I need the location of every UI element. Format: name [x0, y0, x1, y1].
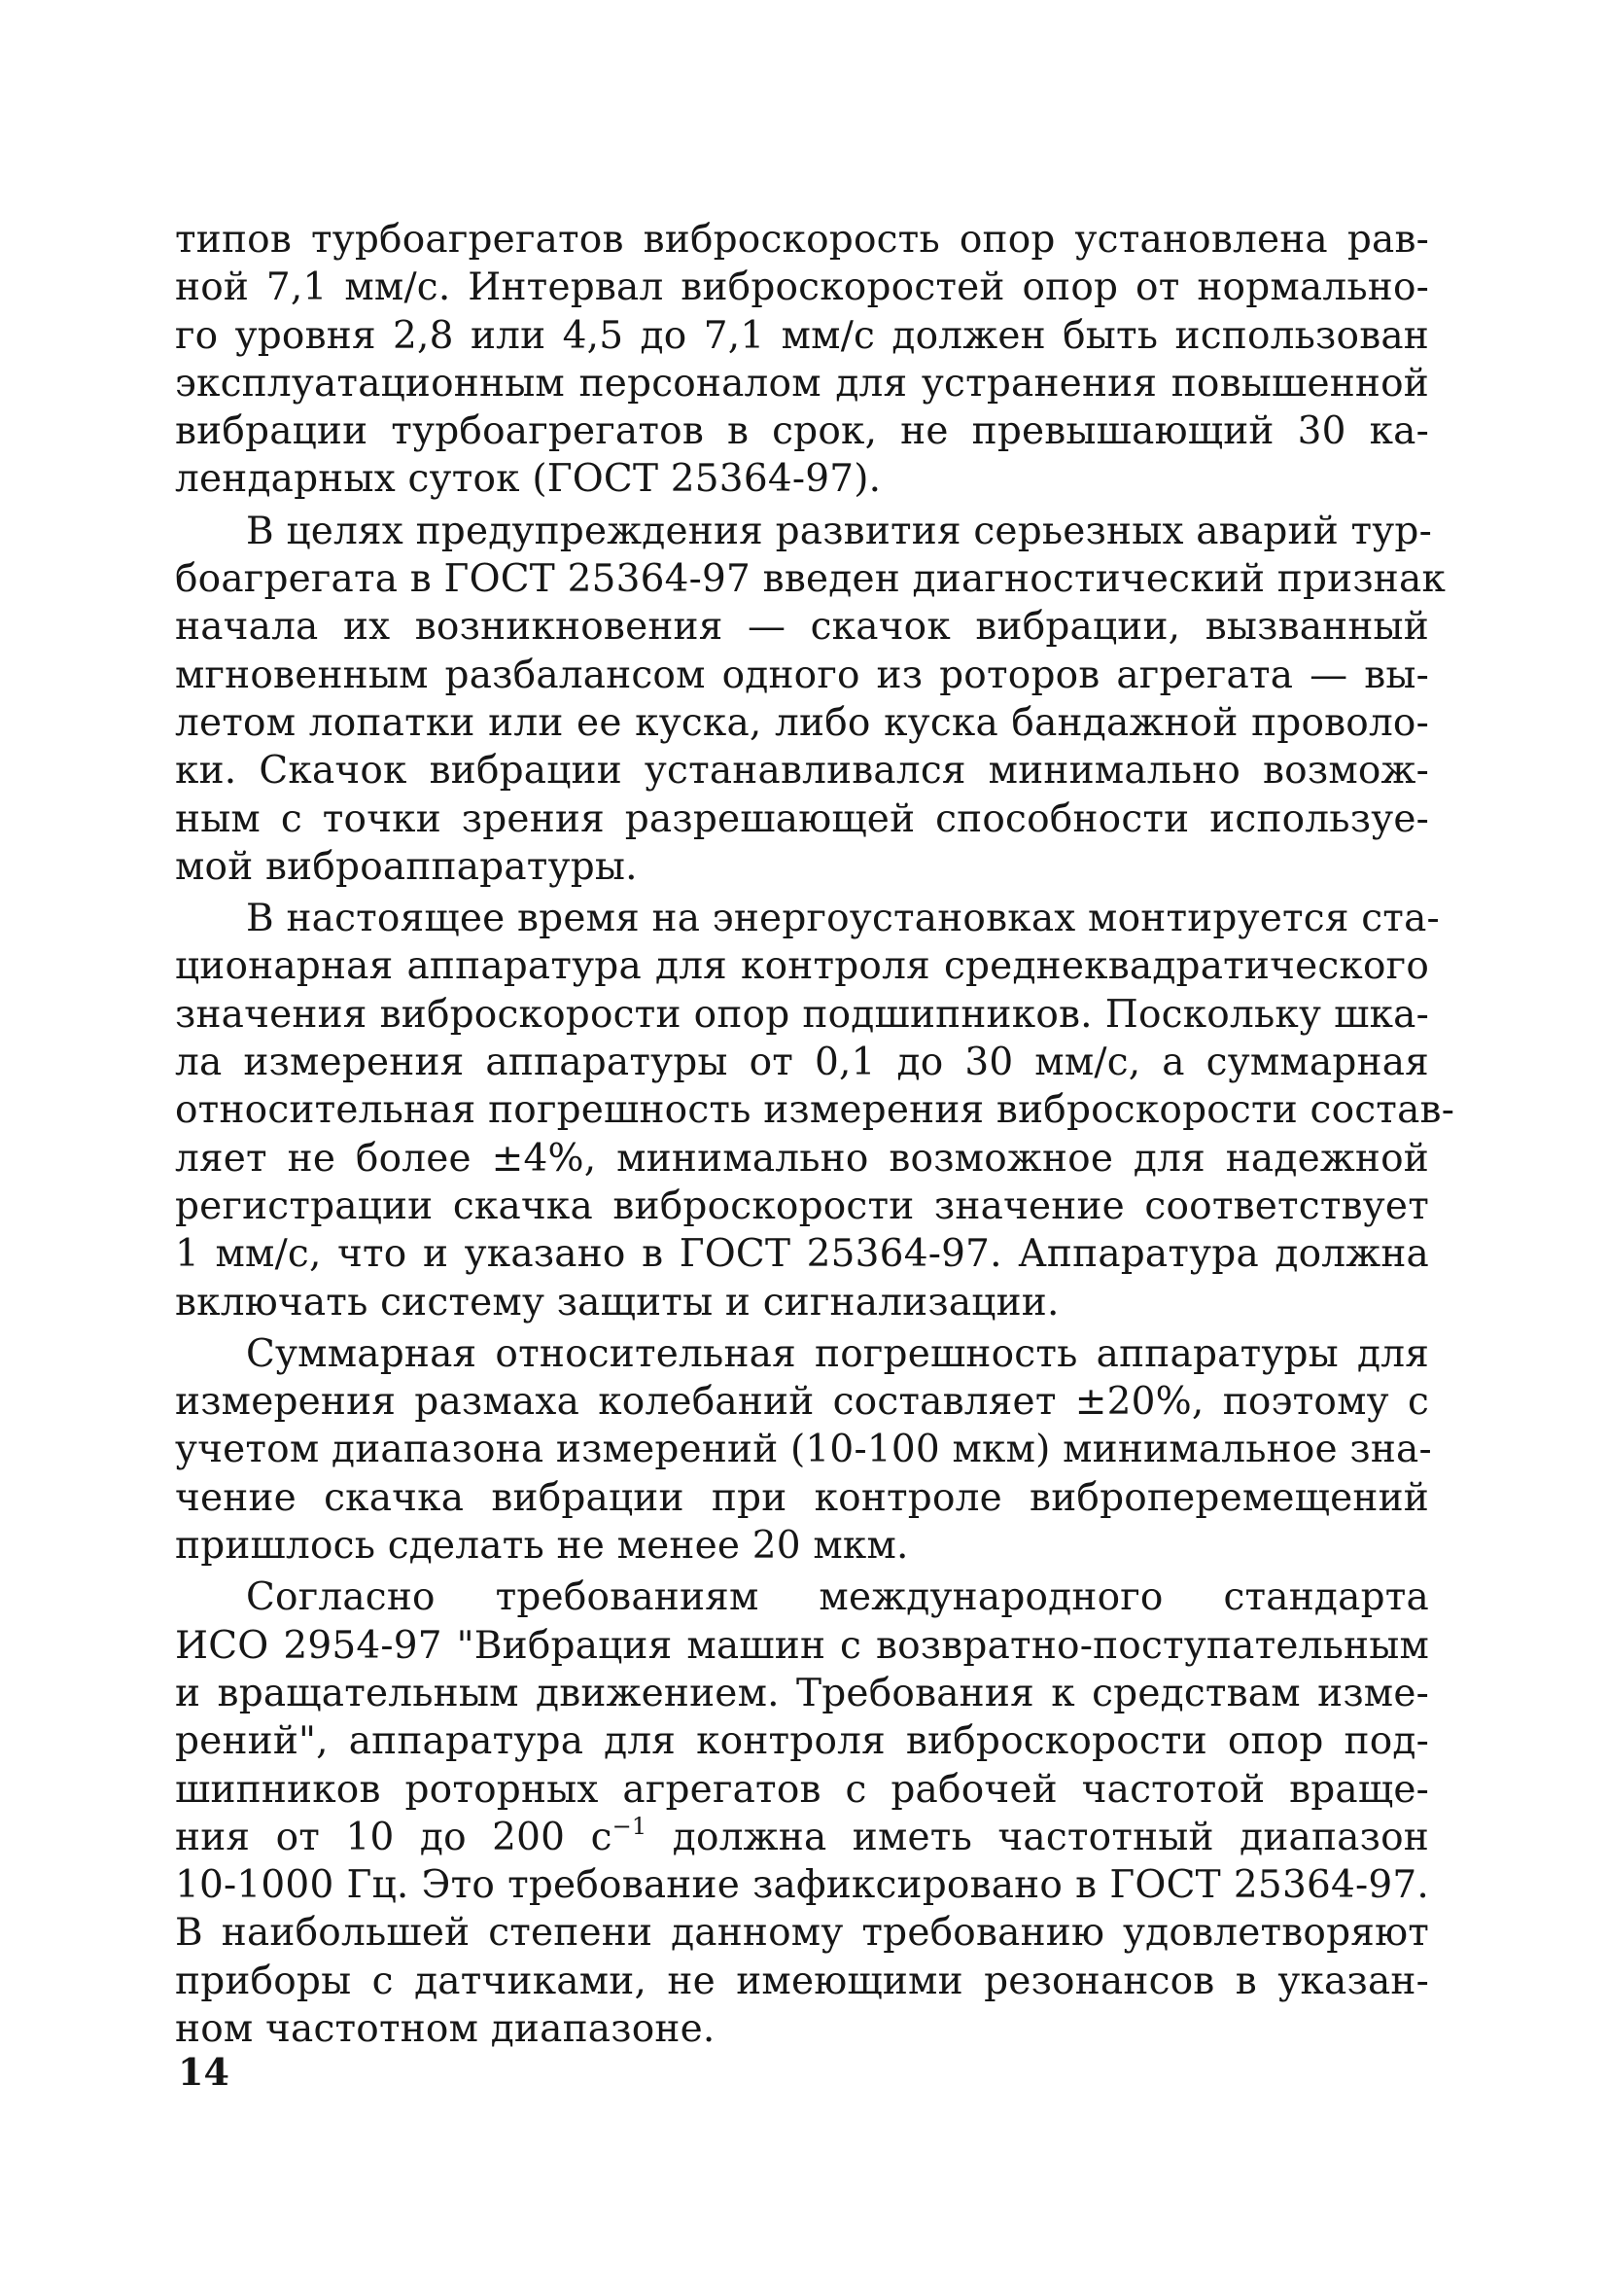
- text-line: ной 7,1 мм/с. Интервал виброскоростей опор от нормально-: [175, 265, 1429, 310]
- text-line: 1 мм/с, что и указано в ГОСТ 25364-97. Аппаратура должна: [175, 1232, 1429, 1277]
- text-line: относительная погрешность измерения виброскорости состав-: [175, 1088, 1455, 1133]
- text-line: ном частотном диапазоне.: [175, 2006, 716, 2051]
- text-line: ки. Скачок вибрации устанавливался минимально возмож-: [175, 749, 1429, 794]
- text-line: мгновенным разбалансом одного из роторов агрегата — вы-: [175, 653, 1429, 697]
- paragraph-2: [175, 508, 1447, 891]
- text-line: летом лопатки или ее куска, либо куска бандажной проволо-: [175, 700, 1429, 745]
- text-line: приборы с датчиками, не имеющими резонансов в указан-: [175, 1959, 1429, 2003]
- page-number: 14: [178, 2050, 229, 2094]
- paragraph-4: [175, 1330, 1432, 1570]
- text-line: измерения размаха колебаний составляет ±20%, поэтому с: [175, 1380, 1429, 1425]
- text-line: 10-1000 Гц. Это требование зафиксировано в ГОСТ 25364-97.: [175, 1863, 1429, 1908]
- text-line: рений", аппаратура для контроля виброскорости опор под-: [175, 1719, 1429, 1764]
- text-line: В целях предупреждения развития серьезных аварий тур-: [246, 509, 1432, 553]
- text-line: В наибольшей степени данному требованию удовлетворяют: [175, 1911, 1429, 1956]
- paragraph-3: [175, 895, 1455, 1326]
- text-line: вибрации турбоагрегатов в срок, не превышающий 30 ка-: [175, 409, 1429, 454]
- page-text: [175, 216, 1455, 2053]
- text-line: В настоящее время на энергоустановках монтируется ста-: [246, 897, 1440, 941]
- text-line-with-superscript: [175, 1814, 1429, 1861]
- text-run: должна иметь частотный диапазон: [646, 1815, 1429, 1859]
- text-line: пришлось сделать не менее 20 мкм.: [175, 1524, 909, 1569]
- text-line: начала их возникновения — скачок вибрации, вызванный: [175, 605, 1429, 650]
- text-line: ным с точки зрения разрешающей способности используе-: [175, 796, 1429, 841]
- text-line: шипников роторных агрегатов с рабочей частотой враще-: [175, 1767, 1429, 1812]
- text-line: ционарная аппаратура для контроля среднеквадратического: [175, 944, 1429, 989]
- text-line: учетом диапазона измерений (10-100 мкм) минимальное зна-: [175, 1428, 1432, 1472]
- text-line: боагрегата в ГОСТ 25364-97 введен диагностический признак: [175, 557, 1447, 602]
- text-line: ИСО 2954-97 "Вибрация машин с возвратно-поступательным: [175, 1623, 1429, 1668]
- superscript: −1: [611, 1812, 647, 1840]
- text-line: го уровня 2,8 или 4,5 до 7,1 мм/с должен быть использован: [175, 313, 1429, 358]
- text-line: мой виброаппаратуры.: [175, 844, 638, 889]
- text-line: ляет не более ±4%, минимально возможное для надежной: [175, 1136, 1429, 1181]
- paragraph-1: [175, 216, 1429, 504]
- text-line: чение скачка вибрации при контроле виброперемещений: [175, 1475, 1429, 1520]
- text-line: значения виброскорости опор подшипников. Поскольку шка-: [175, 992, 1429, 1037]
- text-run: ния от 10 до 200 с: [175, 1815, 612, 1859]
- text-line: эксплуатационным персоналом для устранения повышенной: [175, 361, 1429, 406]
- text-line: Согласно требованиям международного стандарта: [246, 1575, 1429, 1620]
- text-line: включать систему защиты и сигнализации.: [175, 1280, 1060, 1325]
- text-line: Суммарная относительная погрешность аппаратуры для: [246, 1331, 1429, 1376]
- text-line: типов турбоагрегатов виброскорость опор установлена рав-: [175, 218, 1429, 262]
- paragraph-5: [175, 1573, 1429, 2053]
- text-line: лендарных суток (ГОСТ 25364-97).: [175, 457, 882, 502]
- text-line: и вращательным движением. Требования к средствам изме-: [175, 1671, 1429, 1715]
- text-line: ла измерения аппаратуры от 0,1 до 30 мм/с, а суммарная: [175, 1041, 1429, 1085]
- text-line: регистрации скачка виброскорости значение соответствует: [175, 1183, 1429, 1228]
